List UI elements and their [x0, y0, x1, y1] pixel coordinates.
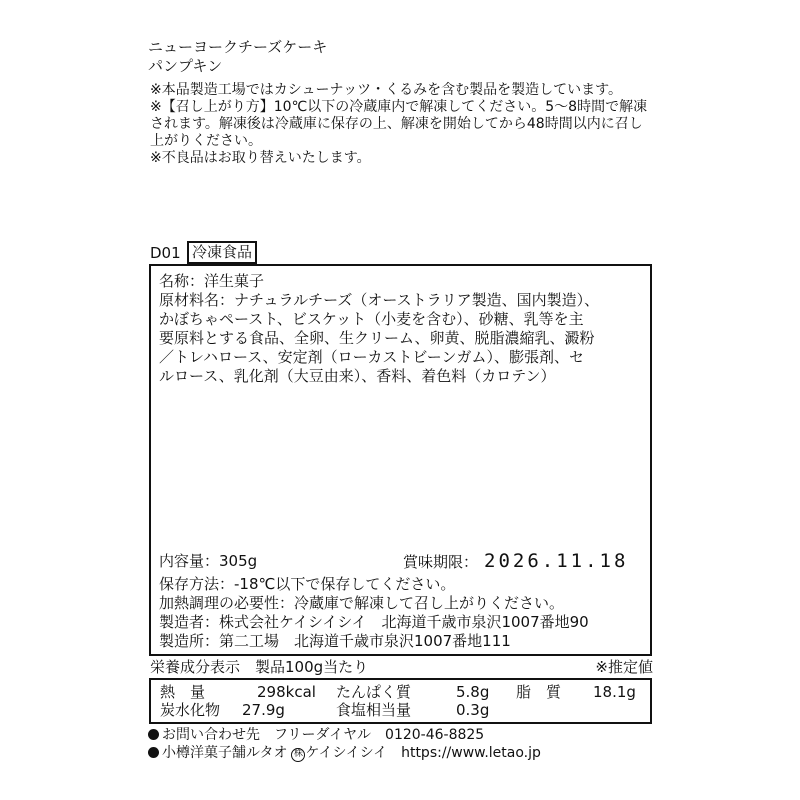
- manufacturer: 製造者：株式会社ケイシイシイ 北海道千歳市泉沢1007番地90: [159, 613, 589, 631]
- ingredient-line: 原材料名：ナチュラルチーズ（オーストラリア製造、国内製造）、: [159, 291, 600, 309]
- bullet-icon: [148, 747, 159, 758]
- expiry-date: 2026.11.18: [484, 550, 629, 572]
- salt-value: 0.3g: [456, 701, 490, 719]
- carbohydrate-value: 27.9g: [242, 701, 285, 719]
- note-line: ※【召し上がり方】10℃以下の冷蔵庫内で解凍してください。5〜8時間で解凍: [150, 99, 648, 115]
- free-dial-label: フリーダイヤル: [274, 727, 372, 743]
- ingredients-block: [159, 272, 649, 386]
- nutrition-title: 栄養成分表示 製品100g当たり: [150, 658, 369, 676]
- ingredient-line: かぼちゃペースト、ビスケット（小麦を含む）、砂糖、乳等を主: [159, 310, 584, 328]
- content-value: 305g: [219, 552, 258, 570]
- expiry-row: [403, 552, 628, 571]
- company-line: [148, 745, 541, 762]
- fat-value: 18.1g: [593, 683, 636, 701]
- manufacturing-plant: 製造所：第二工場 北海道千歳市泉沢1007番地111: [159, 632, 511, 650]
- brand-name: 小樽洋菓子舗ルタオ: [162, 745, 288, 761]
- expiry-label: 賞味期限：: [403, 553, 479, 571]
- nutrition-header: [150, 658, 653, 676]
- inquiry-label: お問い合わせ先: [162, 727, 260, 743]
- label-code: D01: [150, 244, 181, 262]
- estimate-note: ※推定値: [595, 658, 653, 676]
- heating-requirement: 加熱調理の必要性：冷蔵庫で解凍して召し上がりください。: [159, 594, 565, 612]
- ingredient-line: ／トレハロース、安定剤（ローカストビーンガム）、膨張剤、セ: [159, 348, 584, 366]
- contact-line: [148, 727, 484, 744]
- nutrition-row: [160, 701, 640, 719]
- ingredient-line: ルロース、乳化剤（大豆由来）、香料、着色料（カロテン）: [159, 367, 556, 385]
- energy-label: 熱 量: [160, 683, 206, 701]
- website-url: https://www.letao.jp: [401, 745, 541, 761]
- protein-value: 5.8g: [456, 683, 490, 701]
- salt-label: 食塩相当量: [336, 701, 412, 719]
- fat-label: 脂 質: [516, 683, 562, 701]
- ingredient-line: 要原料とする食品、全卵、生クリーム、卵黄、脱脂濃縮乳、澱粉: [159, 329, 595, 347]
- protein-label: たんぱく質: [336, 683, 412, 701]
- content-label: 内容量：: [159, 552, 220, 570]
- phone-number: 0120-46-8825: [385, 727, 485, 743]
- energy-value: 298kcal: [257, 683, 316, 701]
- carbohydrate-label: 炭水化物: [160, 701, 221, 719]
- note-line: 上がりください。: [150, 133, 262, 149]
- note-line: ※不良品はお取り替えいたします。: [150, 150, 371, 166]
- corporation-mark: 株: [291, 748, 305, 762]
- storage-method: 保存方法：-18℃以下で保存してください。: [159, 575, 456, 593]
- product-name: ニューヨークチーズケーキ: [148, 38, 328, 56]
- notes-block: [150, 82, 647, 167]
- product-variant: パンプキン: [148, 57, 223, 75]
- ingredient-line: 名称：洋生菓子: [159, 272, 265, 290]
- nutrition-row: [160, 683, 640, 701]
- note-line: されます。解凍後は冷蔵庫に保存の上、解凍を開始してから48時間以内に召し: [150, 116, 643, 132]
- frozen-food-badge: 冷凍食品: [187, 241, 257, 264]
- company-name: ケイシイシイ: [305, 745, 388, 761]
- note-line: ※本品製造工場ではカシューナッツ・くるみを含む製品を製造しています。: [150, 82, 623, 98]
- bullet-icon: [148, 729, 159, 740]
- content-row: [159, 552, 257, 570]
